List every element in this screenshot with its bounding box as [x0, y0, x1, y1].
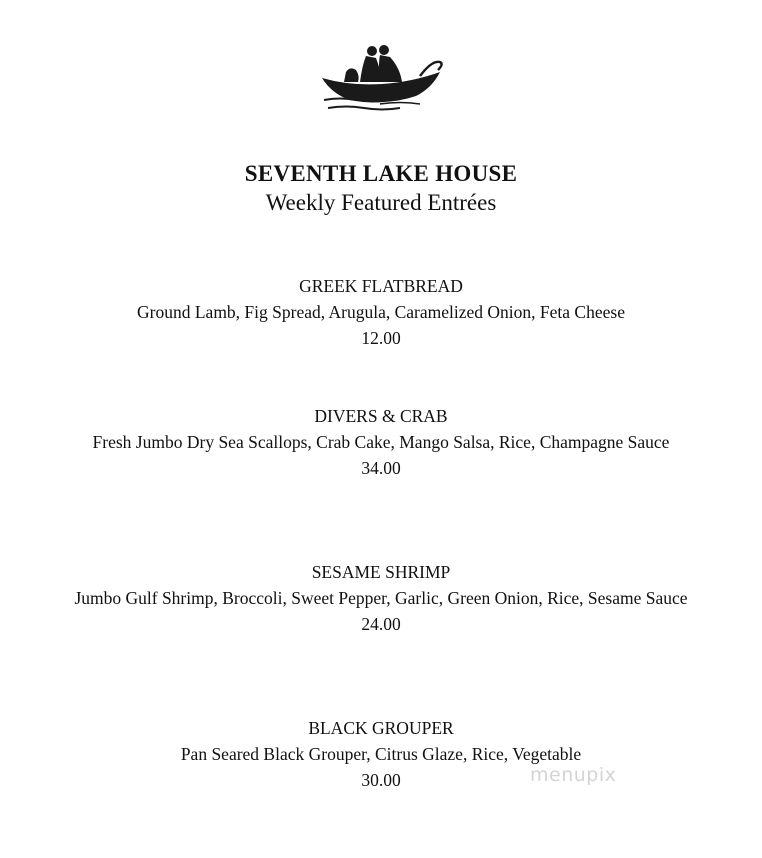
- menu-item-name: SESAME SHRIMP: [311, 562, 451, 582]
- menu-item: [0, 559, 762, 637]
- menu-subtitle: Weekly Featured Entrées: [265, 190, 497, 215]
- menu-item-description: Pan Seared Black Grouper, Citrus Glaze, Rice, Vegetable: [180, 744, 582, 764]
- menu-item-price: 12.00: [361, 328, 401, 348]
- menu-item-description: Jumbo Gulf Shrimp, Broccoli, Sweet Pepper, Garlic, Green Onion, Rice, Sesame Sauce: [74, 588, 688, 608]
- menu-item-name: GREEK FLATBREAD: [299, 276, 463, 296]
- menu-item-name: BLACK GROUPER: [308, 718, 454, 738]
- menu-item-name: DIVERS & CRAB: [314, 406, 448, 426]
- menu-item-description: Fresh Jumbo Dry Sea Scallops, Crab Cake, Mango Salsa, Rice, Champagne Sauce: [92, 432, 670, 452]
- restaurant-name: SEVENTH LAKE HOUSE: [244, 161, 518, 186]
- menu-item-price: 30.00: [361, 770, 401, 790]
- menu-item: [0, 403, 762, 481]
- menu-item-price: 24.00: [361, 614, 401, 634]
- watermark: menupix: [530, 764, 617, 786]
- menu-item-description: Ground Lamb, Fig Spread, Arugula, Caramelized Onion, Feta Cheese: [137, 302, 625, 322]
- menu-item: [0, 273, 762, 351]
- menu-item: [0, 715, 762, 793]
- menu-item-price: 34.00: [361, 458, 401, 478]
- canoe-couple-silhouette-icon: [320, 42, 446, 114]
